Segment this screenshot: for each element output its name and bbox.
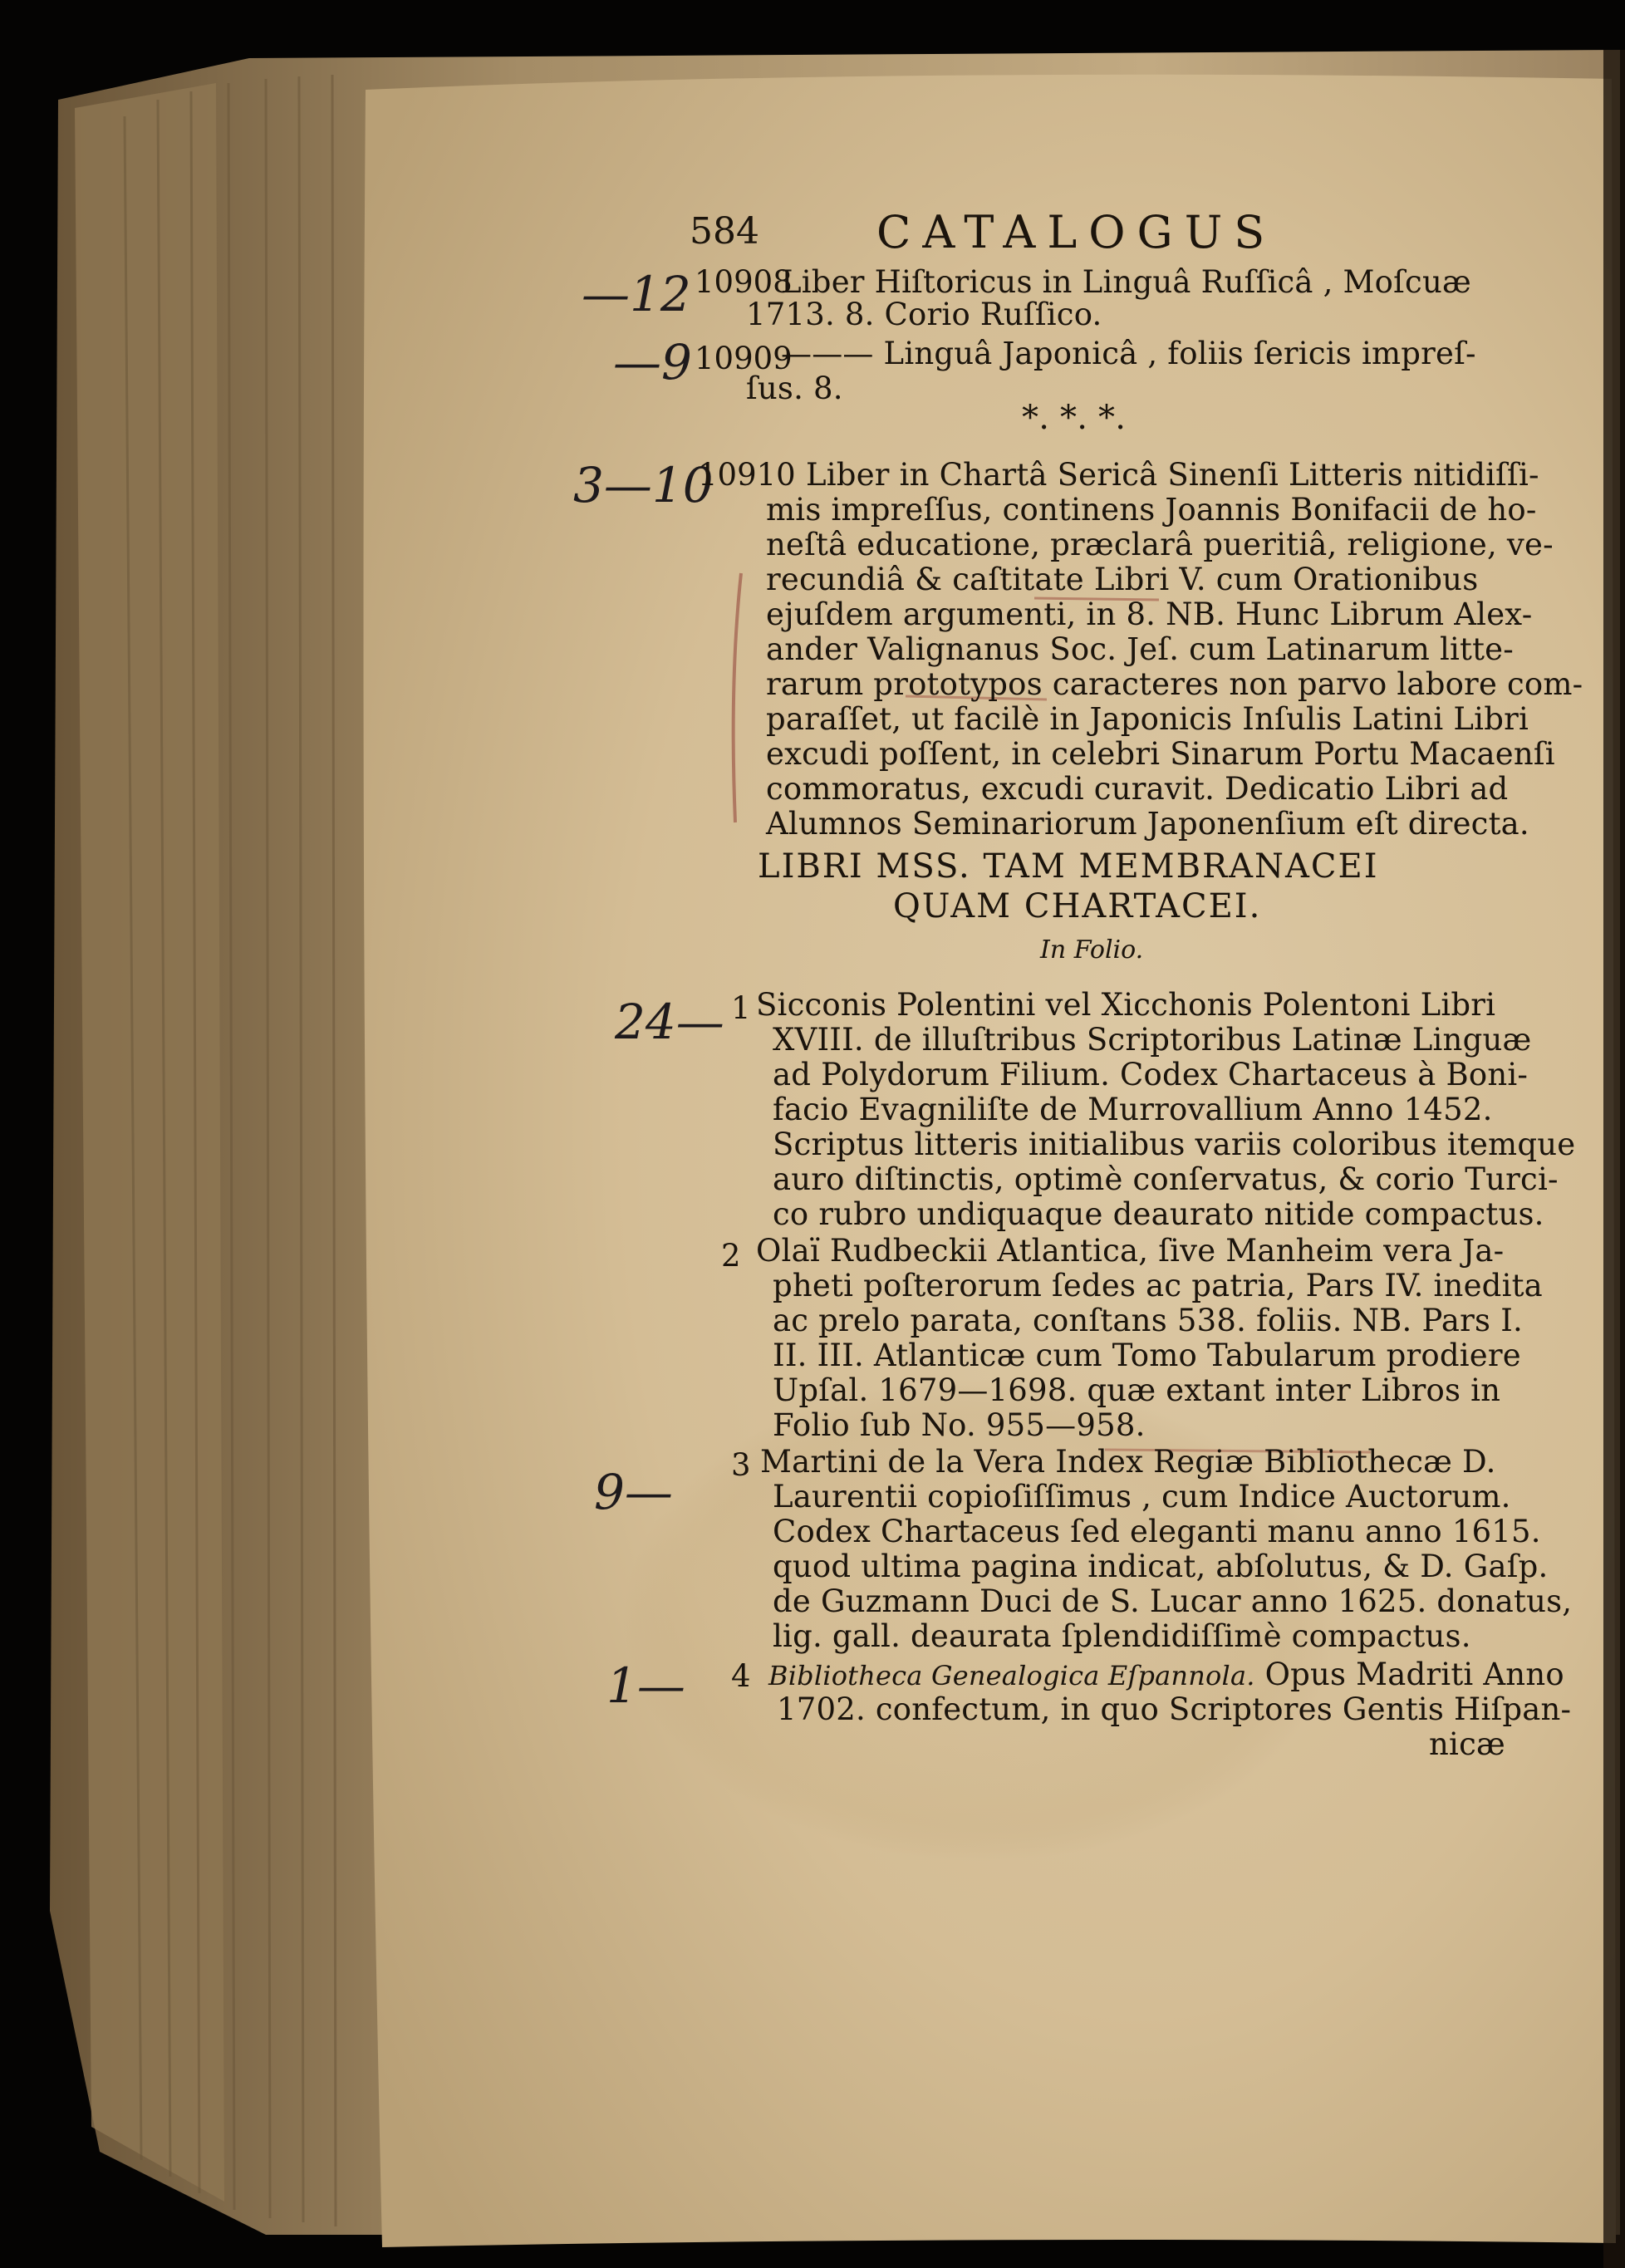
entry-line: Martini de la Vera Index Regiæ Bibliothecæ D.: [760, 1444, 1496, 1480]
entry-number: 1: [731, 990, 751, 1026]
entry-line: co rubro undiquaque deaurato nitide compactus.: [773, 1196, 1544, 1232]
entry-line: auro diſtinctis, optimè conſervatus, & corio Turci-: [773, 1161, 1559, 1197]
margin-note: —9: [613, 334, 692, 390]
entry-line: Codex Chartaceus ſed eleganti manu anno 1615.: [773, 1514, 1541, 1549]
entry-line: neſtâ educatione, præclarâ pueritiâ, religione, ve-: [766, 527, 1554, 562]
entry-number: 10910: [698, 457, 796, 493]
margin-note: 1—: [606, 1657, 685, 1714]
entry-line: 1713. 8. Corio Ruſſico.: [746, 297, 1102, 332]
entry-line: mis impreſſus, continens Joannis Bonifacii de ho-: [766, 492, 1537, 528]
entry-line: ſus. 8.: [746, 371, 843, 406]
entry-line: quod ultima pagina indicat, abſolutus, & D. Gaſp.: [773, 1549, 1549, 1584]
italic-title: Bibliotheca Genealogica Eſpannola.: [768, 1660, 1255, 1691]
margin-note: 3—10: [573, 457, 714, 513]
running-head: CATALOGUS: [876, 206, 1277, 258]
section-title-line1: LIBRI MSS. TAM MEMBRANACEI: [758, 847, 1379, 886]
section-title-line2: QUAM CHARTACEI.: [893, 887, 1262, 925]
entry-line: Scriptus litteris initialibus variis coloribus itemque: [773, 1127, 1576, 1162]
entry-line-rest: Opus Madriti Anno: [1254, 1657, 1564, 1692]
entry-line: facio Evagniliſte de Murrovallium Anno 1452.: [773, 1092, 1493, 1127]
entry-line: [768, 1657, 1564, 1692]
page-number: 584: [690, 210, 759, 253]
entry-line: ac prelo parata, conſtans 538. foliis. NB. Pars I.: [773, 1303, 1523, 1338]
entry-line: Liber Hiſtoricus in Linguâ Ruſſicâ , Moſcuæ: [781, 264, 1471, 300]
entry-line: paraſſet, ut facilè in Japonicis Inſulis Latini Libri: [766, 701, 1529, 737]
entry-number: 2: [721, 1238, 741, 1274]
entry-line: lig. gall. deaurata ſplendidiſſimè compactus.: [773, 1618, 1471, 1654]
entry-line: Upſal. 1679—1698. quæ extant inter Libros in: [773, 1372, 1501, 1408]
entry-line: Sicconis Polentini vel Xicchonis Polentoni Libri: [756, 987, 1496, 1023]
entry-line: Folio ſub No. 955—958.: [773, 1407, 1146, 1443]
entry-line: II. III. Atlanticæ cum Tomo Tabularum prodiere: [773, 1338, 1521, 1373]
entry-line: ad Polydorum Filium. Codex Chartaceus à Boni-: [773, 1057, 1529, 1092]
entry-line: ——— Linguâ Japonicâ , foliis ſericis impreſ-: [781, 336, 1476, 371]
margin-note: 24—: [615, 994, 724, 1050]
entry-line: XVIII. de illuſtribus Scriptoribus Latinæ Linguæ: [773, 1022, 1532, 1058]
entry-line: 1702. confectum, in quo Scriptores Gentis Hiſpan-: [777, 1691, 1572, 1727]
section-subtitle: In Folio.: [1040, 935, 1144, 965]
margin-note: —12: [582, 266, 691, 322]
entry-line: de Guzmann Duci de S. Lucar anno 1625. donatus,: [773, 1583, 1573, 1619]
entry-line: Laurentii copioſiſſimus , cum Indice Auctorum.: [773, 1479, 1511, 1514]
margin-note: 9—: [594, 1464, 673, 1520]
entry-line: Alumnos Seminariorum Japonenſium eſt directa.: [766, 806, 1529, 842]
entry-line: commoratus, excudi curavit. Dedicatio Libri ad: [766, 771, 1509, 807]
entry-line: Liber in Chartâ Sericâ Sinenſi Litteris nitidiſſi-: [806, 457, 1539, 493]
entry-line: excudi poſſent, in celebri Sinarum Portu Macaenſi: [766, 736, 1555, 772]
entry-number: 10909: [695, 341, 793, 376]
entry-line: ander Valignanus Soc. Jeſ. cum Latinarum litte-: [766, 631, 1514, 667]
entry-line: pheti poſterorum ſedes ac patria, Pars IV. inedita: [773, 1268, 1543, 1303]
separator-asterisks: *. *. *.: [1022, 399, 1127, 437]
entry-line: ejuſdem argumenti, in 8. NB. Hunc Librum Alex-: [766, 596, 1533, 632]
entry-line: nicæ: [1429, 1726, 1505, 1762]
entry-line: Olaï Rudbeckii Atlantica, ſive Manheim vera Ja-: [756, 1233, 1505, 1269]
entry-number: 4: [731, 1658, 751, 1694]
entry-number: 10908: [695, 264, 793, 300]
entry-line: recundiâ & caſtitate Libri V. cum Orationibus: [766, 562, 1479, 597]
entry-number: 3: [731, 1447, 751, 1483]
entry-line: rarum prototypos caracteres non parvo labore com-: [766, 666, 1583, 702]
